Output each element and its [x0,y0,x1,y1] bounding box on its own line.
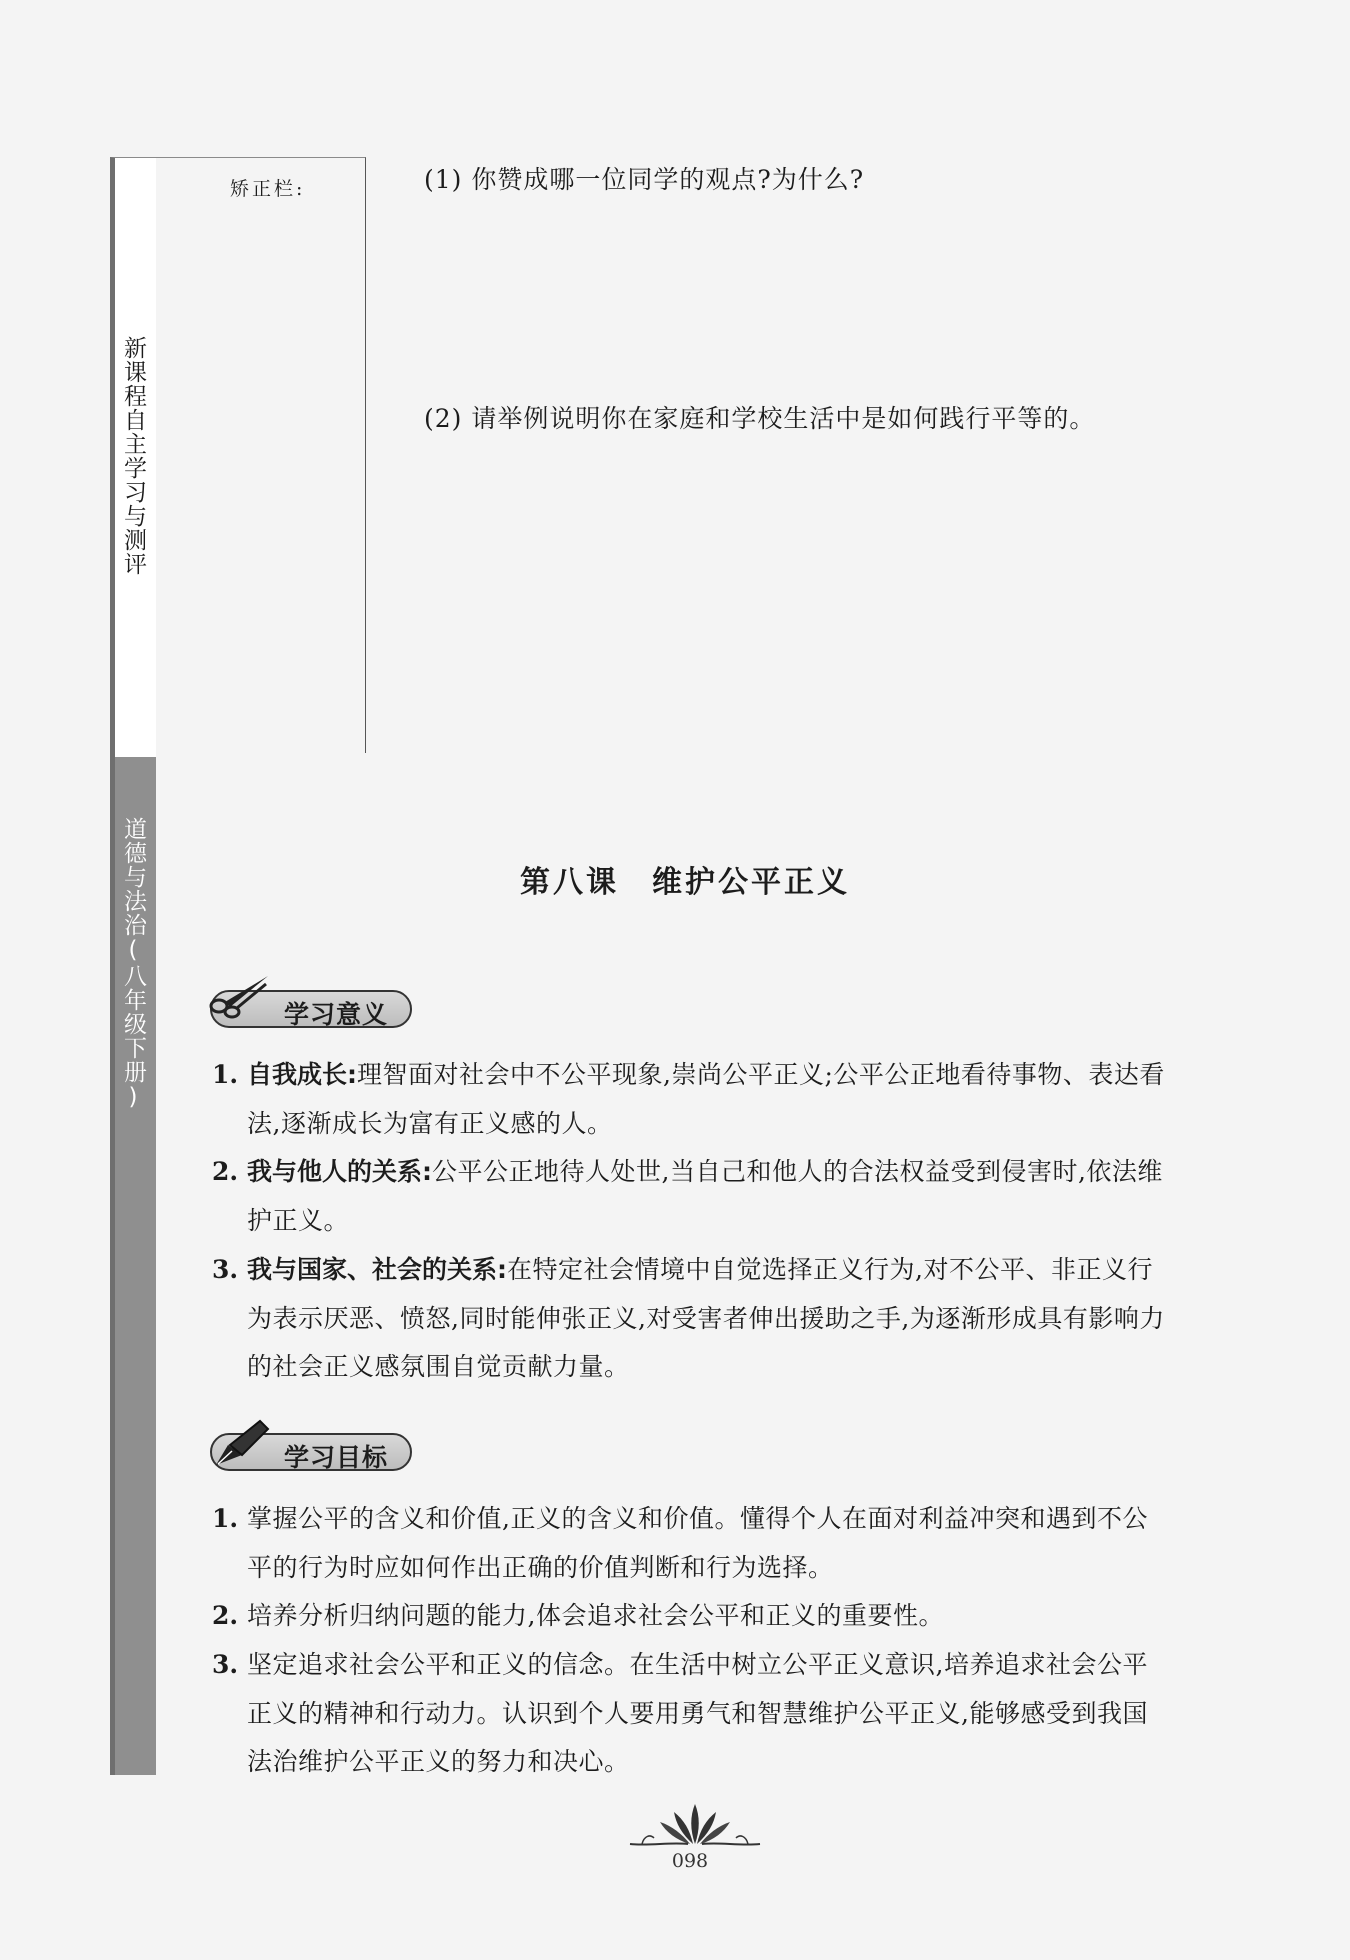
page-number: 098 [671,1850,709,1872]
item-number: 1. [212,1504,239,1533]
item-text: 在特定社会情境中自觉选择正义行为,对不公平、非正义行为表示厌恶、愤怒,同时能伸张正义,对受害者伸出援助之手,为逐渐形成具有影响力的社会正义感氛围自觉贡献力量。 [247,1255,1165,1381]
item-number: 3. [212,1650,239,1679]
item-text: 公平公正地待人处世,当自己和他人的合法权益受到侵害时,依法维护正义。 [247,1157,1163,1235]
item-number: 2. [212,1157,239,1186]
significance-item [212,1148,1172,1245]
significance-heading [210,990,412,1028]
fountain-pen-icon [208,1415,272,1471]
item-text: 掌握公平的含义和价值,正义的含义和价值。懂得个人在面对利益冲突和遇到不公平的行为时应如何作出正确的价值判断和行为选择。 [247,1504,1148,1582]
item-lead: 我与国家、社会的关系: [247,1255,507,1284]
significance-heading-text: 学习意义 [284,1000,389,1029]
subject-title: 道德与法治(八年级下册) [120,817,146,1111]
item-number: 2. [212,1601,239,1630]
subject-side-tab [110,757,156,1775]
series-side-tab [110,157,156,757]
leaf-ornament-icon [620,1800,770,1850]
item-text: 培养分析归纳问题的能力,体会追求社会公平和正义的重要性。 [247,1601,944,1630]
correction-label: 矫正栏: [230,178,306,200]
objectives-heading [210,1433,412,1471]
correction-column [156,157,366,753]
significance-item [212,1246,1172,1392]
objective-item [212,1641,1172,1787]
item-lead: 自我成长: [247,1060,357,1089]
series-title: 新课程自主学习与测评 [120,336,146,576]
lesson-title: 第八课 维护公平正义 [520,865,850,900]
item-text: 坚定追求社会公平和正义的信念。在生活中树立公平正义意识,培养追求社会公平正义的精神和行动力。认识到个人要用勇气和智慧维护公平正义,能够感受到我国法治维护公平正义的努力和决心。 [247,1650,1148,1776]
item-number: 3. [212,1255,239,1284]
question-2: (2) 请举例说明你在家庭和学校生活中是如何践行平等的。 [424,404,1096,433]
question-1: (1) 你赞成哪一位同学的观点?为什么? [424,165,865,194]
objective-item [212,1592,1172,1641]
item-text: 理智面对社会中不公平现象,崇尚公平正义;公平公正地看待事物、表达看法,逐渐成长为富有正义感的人。 [247,1060,1165,1138]
item-number: 1. [212,1060,239,1089]
item-lead: 我与他人的关系: [247,1157,432,1186]
significance-item [212,1051,1172,1148]
objectives-heading-text: 学习目标 [284,1443,389,1472]
scissors-icon [204,970,274,1022]
objective-item [212,1495,1172,1592]
